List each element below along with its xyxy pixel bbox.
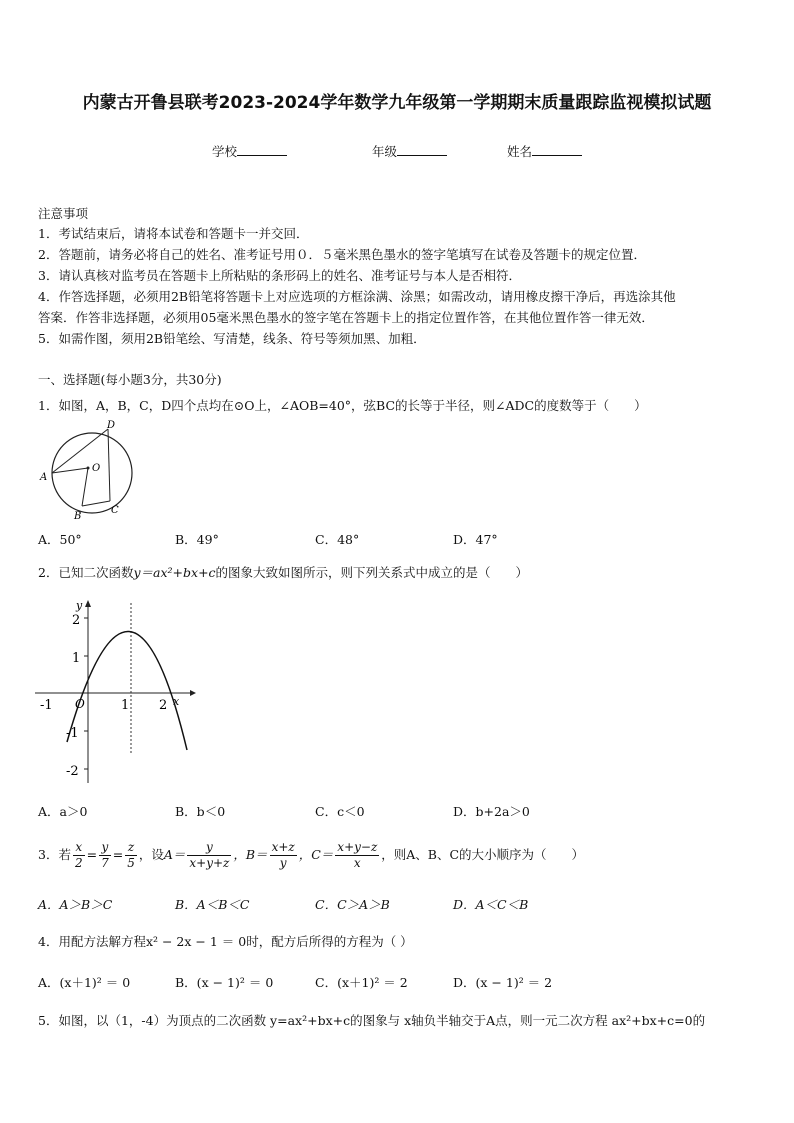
q3-frac-c-num: x+y−z bbox=[337, 840, 378, 854]
q1-option-d: D．47° bbox=[453, 532, 498, 547]
q3-a-label: A＝ bbox=[163, 847, 186, 862]
y-tick-label-neg2: -2 bbox=[66, 764, 79, 779]
school-label: 学校 bbox=[212, 144, 238, 159]
y-axis-arrow-icon bbox=[85, 600, 91, 607]
q3-frac-x2-den: 2 bbox=[74, 856, 83, 870]
label-a: A bbox=[40, 472, 48, 483]
notice-item-4: 4．作答选择题，必须用2B铅笔将答题卡上对应选项的方框涂满、涂黑；如需改动，请用橡皮擦干净后，再选涂其他 bbox=[38, 289, 676, 304]
q3-frac-y7-den: 7 bbox=[101, 856, 109, 870]
segment-ob bbox=[82, 468, 88, 506]
section-heading: 一、选择题(每小题3分，共30分) bbox=[38, 372, 222, 387]
q3-frac-c-den: x bbox=[353, 856, 361, 870]
q3-frac-b bbox=[270, 840, 297, 871]
label-c: C bbox=[111, 505, 119, 516]
q4-option-b: B．(x − 1)² ＝ 0 bbox=[175, 975, 274, 990]
school-blank bbox=[237, 143, 287, 156]
chord-dc bbox=[108, 429, 110, 501]
q4-option-a: A．(x＋1)² ＝ 0 bbox=[38, 975, 131, 990]
q3-frac-x2-num: x bbox=[73, 840, 85, 856]
q3-frac-a bbox=[187, 840, 231, 871]
name-field bbox=[507, 142, 582, 160]
q3-b-label: ，B＝ bbox=[233, 847, 268, 862]
q4-text: 4．用配方法解方程x² − 2x − 1 ＝ 0时，配方后所得的方程为（ ） bbox=[38, 934, 413, 949]
q5-text: 5．如图，以（1，-4）为顶点的二次函数 y=ax²+bx+c的图象与 x轴负半轴交于A点，则一元二次方程 ax²+bx+c=0的 bbox=[38, 1013, 706, 1028]
q3-frac-c bbox=[335, 840, 379, 871]
q3-frac-a-den: x+y+z bbox=[189, 856, 230, 870]
name-blank bbox=[532, 143, 582, 156]
q3-frac-b-num: x+z bbox=[271, 840, 295, 854]
notice-item-5: 5．如需作图，须用2B铅笔绘、写清楚，线条、符号等须加黑、加粗． bbox=[38, 331, 426, 346]
q3-frac-z5-den: 5 bbox=[127, 856, 135, 870]
q1-circle-diagram bbox=[38, 418, 138, 522]
q3-frac-z5-num: z bbox=[125, 840, 137, 856]
chord-bc bbox=[82, 501, 110, 506]
grade-field bbox=[372, 142, 447, 160]
q4-option-c: C．(x＋1)² ＝ 2 bbox=[315, 975, 408, 990]
q3-frac-x2 bbox=[73, 840, 85, 871]
q1-option-b: B．49° bbox=[175, 532, 219, 547]
q3-set: ，设 bbox=[138, 847, 164, 862]
q2-text-pre: 2．已知二次函数 bbox=[38, 565, 134, 580]
notice-item-4-cont: 答案．作答非选择题，必须用05毫米黑色墨水的签字笔在答题卡上的指定位置作答，在其他位置作答一律无效． bbox=[38, 310, 654, 325]
q3-frac-b-den: y bbox=[279, 856, 287, 870]
page-title: 内蒙古开鲁县联考2023-2024学年数学九年级第一学期期末质量跟踪监视模拟试题 bbox=[82, 93, 712, 113]
q3-frac-y7-num: y bbox=[99, 840, 111, 856]
q2-option-b: B．b＜0 bbox=[175, 804, 226, 819]
label-d: D bbox=[107, 420, 116, 431]
notice-heading: 注意事项 bbox=[38, 206, 89, 221]
q1-text: 1．如图，A，B，C，D四个点均在⊙O上，∠AOB=40°，弦BC的长等于半径，则∠ADC的度数等于（ ） bbox=[38, 398, 647, 413]
q2-function: y＝ax²+bx+c bbox=[133, 565, 216, 580]
notice-item-1: 1．考试结束后，请将本试卷和答题卡一并交回． bbox=[38, 226, 309, 241]
q3-prefix: 3．若 bbox=[38, 847, 71, 862]
x-axis-arrow-icon bbox=[190, 690, 196, 696]
notice-item-2: 2．答题前，请务必将自己的姓名、准考证号用０．５毫米黑色墨水的签字笔填写在试卷及答题卡的规定位置． bbox=[38, 247, 646, 262]
school-field bbox=[212, 142, 287, 160]
origin-label: O bbox=[75, 697, 85, 711]
q2-option-d: D．b+2a＞0 bbox=[453, 804, 530, 819]
y-tick-label-1: 1 bbox=[72, 651, 81, 666]
q3-option-d: D．A＜C＜B bbox=[453, 897, 529, 912]
q3-option-c: C．C＞A＞B bbox=[315, 897, 390, 912]
q3-suffix: ，则A、B、C的大小顺序为（ ） bbox=[381, 847, 585, 862]
label-o: O bbox=[92, 463, 101, 474]
q1-option-c: C．48° bbox=[315, 532, 360, 547]
q3-option-b: B．A＜B＜C bbox=[175, 897, 250, 912]
q3-frac-z5 bbox=[125, 840, 137, 871]
name-label: 姓名 bbox=[507, 144, 533, 159]
x-tick-label-1: 1 bbox=[121, 698, 130, 713]
notice-item-3: 3．请认真核对监考员在答题卡上所粘贴的条形码上的姓名、准考证号与本人是否相符． bbox=[38, 268, 521, 283]
center-dot bbox=[87, 467, 90, 470]
q3-c-label: ，C＝ bbox=[298, 847, 334, 862]
q2-option-c: C．c＜0 bbox=[315, 804, 365, 819]
q3-frac-a-num: y bbox=[187, 840, 231, 856]
grade-label: 年级 bbox=[372, 144, 398, 159]
q3-option-a: A．A＞B＞C bbox=[38, 897, 113, 912]
y-tick-label-neg1: -1 bbox=[66, 726, 79, 741]
grade-blank bbox=[397, 143, 447, 156]
y-label: y bbox=[76, 599, 83, 612]
q4-option-d: D．(x − 1)² ＝ 2 bbox=[453, 975, 553, 990]
x-label: x bbox=[173, 695, 180, 708]
q2-text bbox=[38, 563, 528, 581]
q2-parabola-graph bbox=[30, 595, 200, 790]
q3-frac-y7 bbox=[99, 840, 111, 871]
x-tick-label-2: 2 bbox=[159, 698, 168, 713]
label-b: B bbox=[74, 511, 82, 522]
q2-text-post: 的图象大致如图所示，则下列关系式中成立的是（ ） bbox=[215, 565, 529, 580]
q1-option-a: A．50° bbox=[38, 532, 82, 547]
y-tick-label-2: 2 bbox=[72, 613, 81, 628]
q3-text: 3．若 $\frac{x}{2}$ = $\frac{y}{7}$ = $\frac{z}{5}$ ，设A＝ $\frac{y}{x+y+z}$ ，B＝ $\frac{x+z}{y}$ ，C＝ $\frac{x+y-z}{x}$ ，则A、B、C的大小顺序为（ ） bbox=[38, 840, 585, 870]
parabola-curve bbox=[67, 631, 187, 750]
q2-option-a: A．a＞0 bbox=[38, 804, 88, 819]
x-tick-label-neg1: -1 bbox=[40, 698, 53, 713]
